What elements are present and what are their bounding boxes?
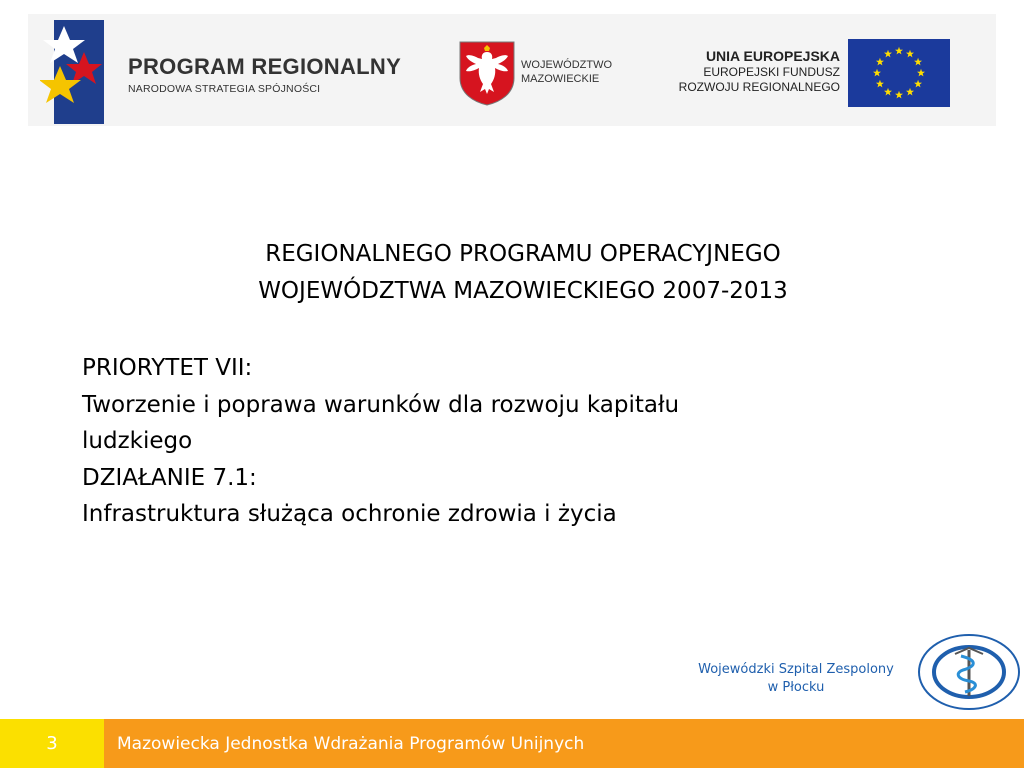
page-number-box [0, 719, 104, 768]
program-title: PROGRAM REGIONALNY [128, 54, 402, 79]
action-label: DZIAŁANIE 7.1: [82, 464, 257, 491]
priority-label: PRIORYTET VII: [82, 355, 253, 381]
priority-text-line1: Tworzenie i poprawa warunków dla rozwoju kapitału [82, 391, 680, 418]
eu-flag-icon [848, 39, 950, 107]
program-regionalny-emblem-icon [40, 20, 104, 124]
hospital-logo-icon [917, 632, 1022, 712]
footer-bar [0, 719, 1024, 768]
eu-fund-line: EUROPEJSKI FUNDUSZ [703, 65, 840, 79]
program-regionalny-logo-text [128, 54, 401, 95]
voivodeship-line1: WOJEWÓDZTWO [521, 59, 613, 71]
eu-title: UNIA EUROPEJSKA [705, 48, 840, 64]
priority-text-line2: ludzkiego [82, 428, 193, 454]
mazowieckie-crest-icon [458, 40, 516, 106]
hospital-name [676, 661, 916, 697]
hospital-name-line1: Wojewódzki Szpital Zespolony [698, 662, 894, 677]
program-subtitle: NARODOWA STRATEGIA SPÓJNOŚCI [128, 83, 321, 95]
hospital-name-line2: w Płocku [767, 680, 825, 695]
voivodeship-line2: MAZOWIECKIE [521, 73, 600, 85]
eu-logo-text [650, 48, 840, 95]
footer-organization: Mazowiecka Jednostka Wdrażania Programów Unijnych [117, 734, 585, 754]
action-text: Infrastruktura służąca ochronie zdrowia i życia [82, 501, 617, 527]
priority-section [82, 350, 982, 533]
voivodeship-logo-text [521, 58, 612, 86]
program-heading [0, 236, 1024, 310]
heading-line1: REGIONALNEGO PROGRAMU OPERACYJNEGO [265, 241, 781, 267]
eu-development-line: ROZWOJU REGIONALNEGO [678, 80, 840, 94]
logo-banner [28, 14, 996, 126]
heading-line2: WOJEWÓDZTWA MAZOWIECKIEGO 2007-2013 [258, 278, 788, 304]
page-number: 3 [46, 733, 58, 754]
